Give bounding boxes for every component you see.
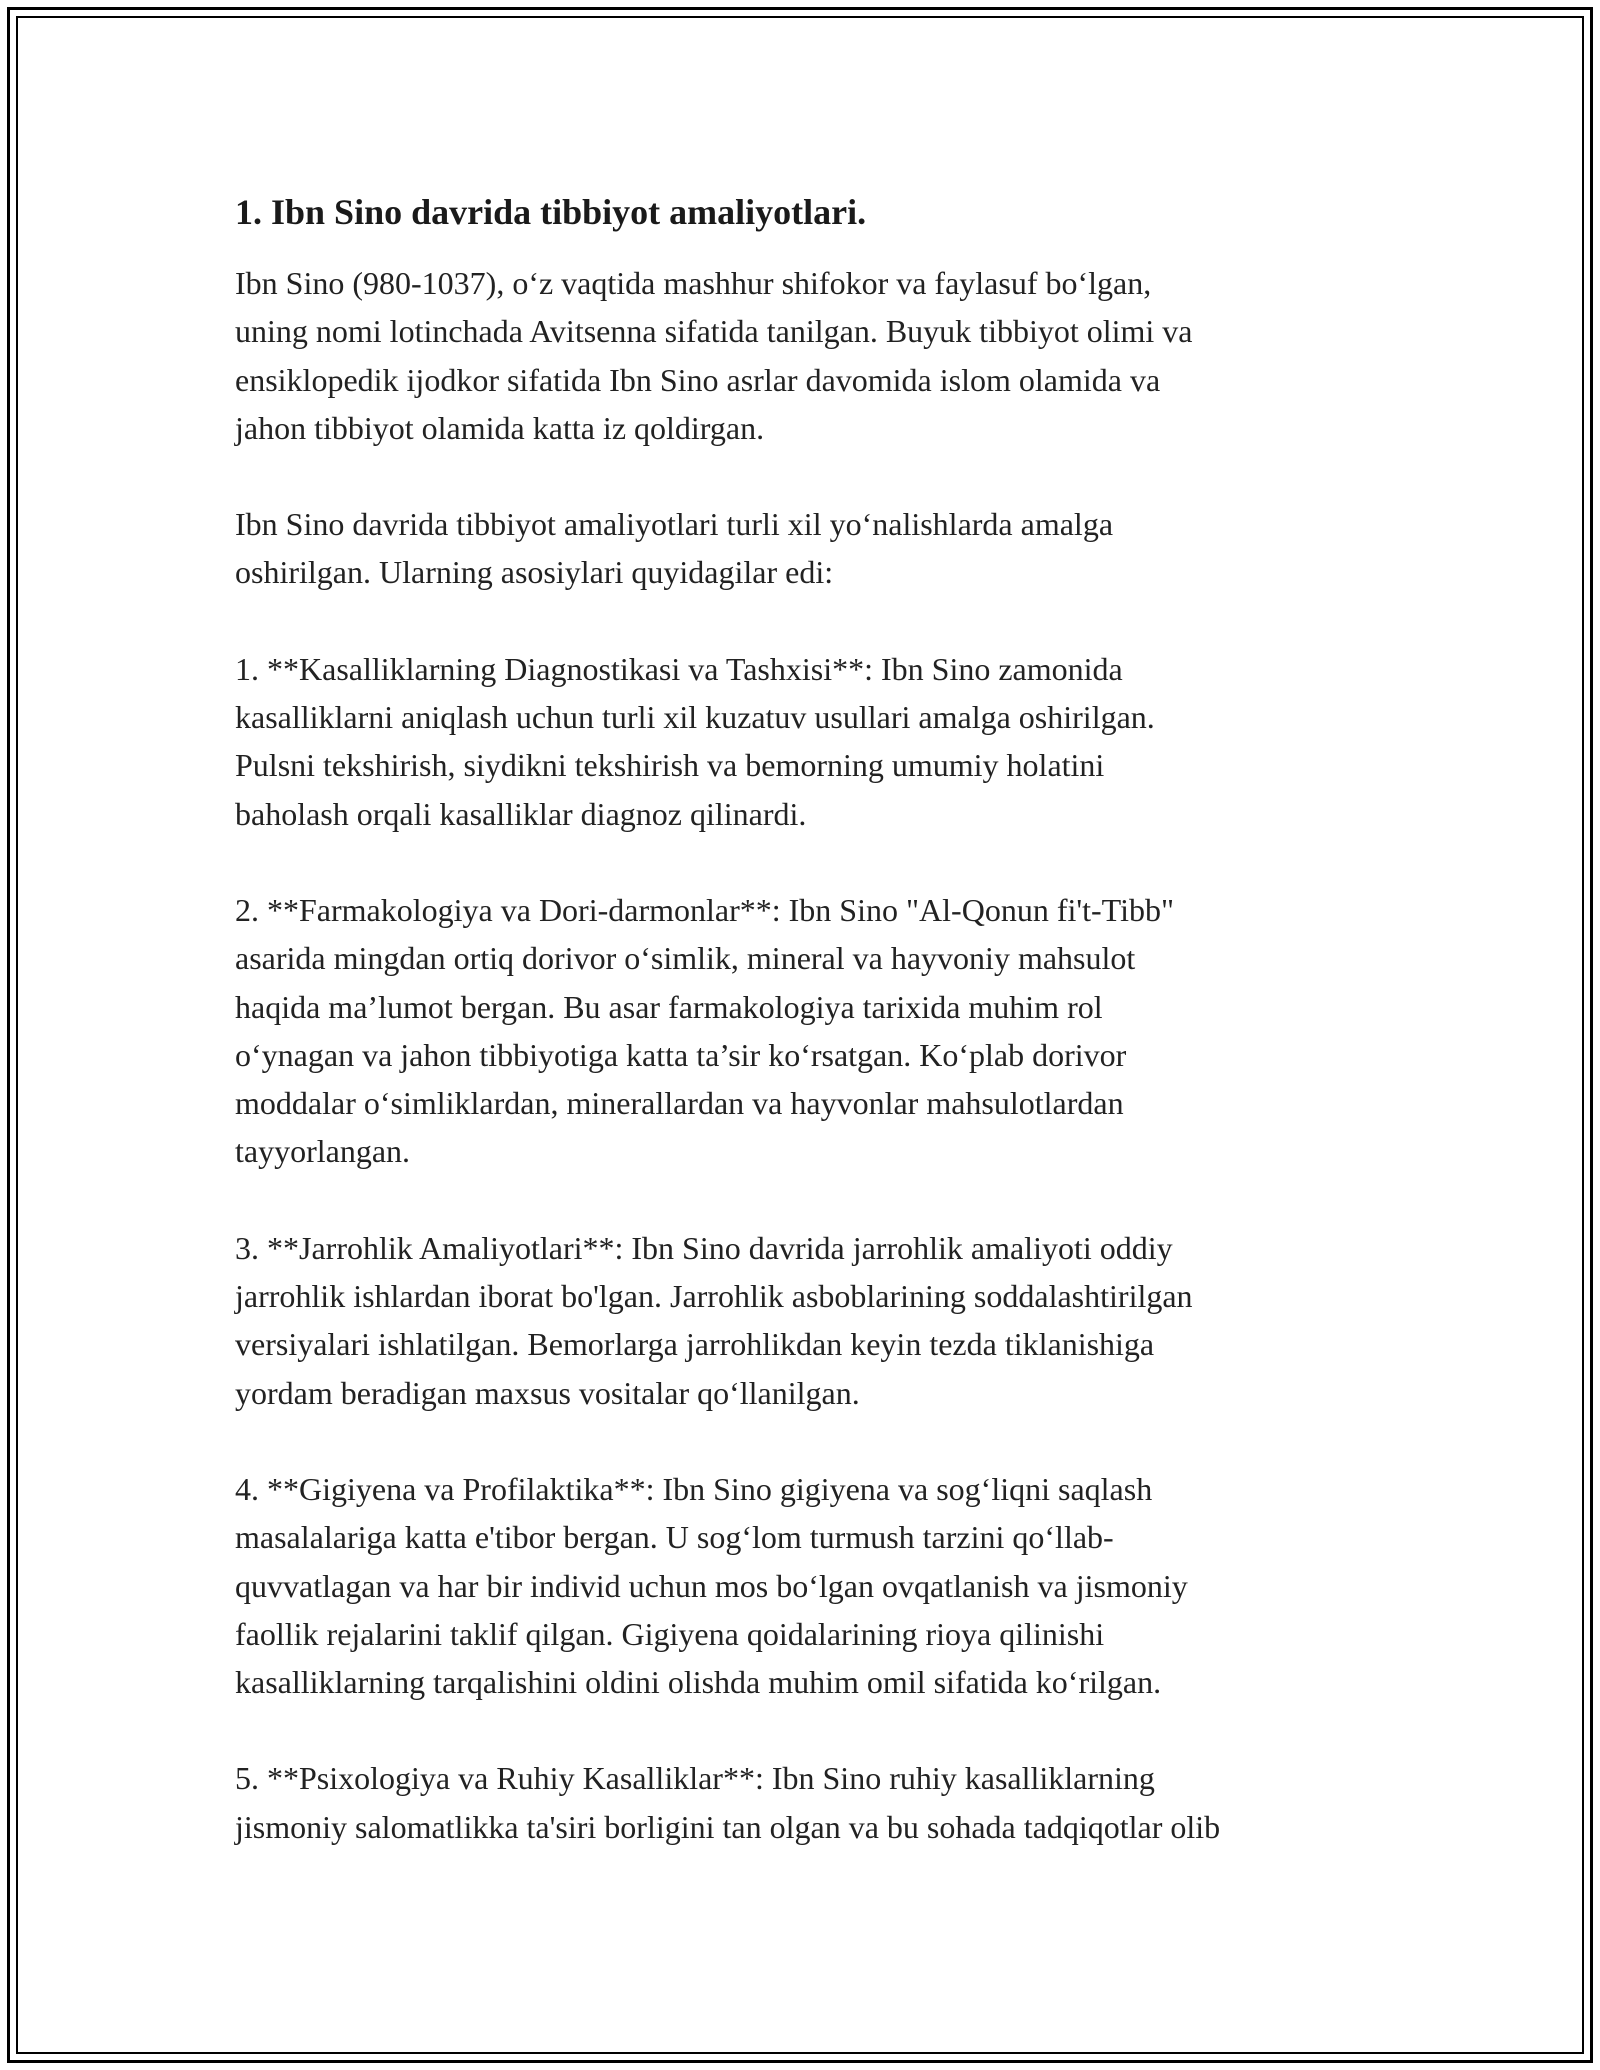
list-item-hygiene: 4. **Gigiyena va Profilaktika**: Ibn Sino gigiyena va sog‘liqni saqlash masalalariga katta e'tibor bergan. U sog‘lom turmush tarzini qo‘llab- quvvatlagan va har bir individ uchun mos bo‘lgan ovqatlanish va jismoniy faollik rejalarini taklif qilgan. Gigiyena qoidalarining rioya qilinishi kasalliklarning tarqalishini oldini olishda muhim omil sifatida ko‘rilgan.: [235, 1470, 1188, 1701]
list-item-surgery: 3. **Jarrohlik Amaliyotlari**: Ibn Sino davrida jarrohlik amaliyoti oddiy jarrohlik ishlardan iborat bo'lgan. Jarrohlik asboblarining soddalashtirilgan versiyalari ishlatilgan. Bemorlarga jarrohlikdan keyin tezda tiklanishiga yordam beradigan maxsus vositalar qo‘llanilgan.: [235, 1229, 1193, 1411]
paragraph-intro: Ibn Sino (980-1037), o‘z vaqtida mashhur shifokor va faylasuf bo‘lgan, uning nomi lotinchada Avitsenna sifatida tanilgan. Buyuk tibbiyot olimi va ensiklopedik ijodkor sifatida Ibn Sino asrlar davomida islom olamida va jahon tibbiyot olamida katta iz qoldirgan.: [235, 265, 1193, 446]
list-item-diagnostics: 1. **Kasalliklarning Diagnostikasi va Tashxisi**: Ibn Sino zamonida kasalliklarni aniqlash uchun turli xil kuzatuv usullari amalga oshirilgan. Pulsni tekshirish, siydikni tekshirish va bemorning umumiy holatini baholash orqali kasalliklar diagnoz qilinardi.: [235, 650, 1155, 832]
document-body: [235, 188, 1415, 1899]
list-item-psychology: 5. **Psixologiya va Ruhiy Kasalliklar**: Ibn Sino ruhiy kasalliklarning jismoniy salomatlikka ta'siri borligini tan olgan va bu sohada tadqiqotlar olib: [235, 1760, 1221, 1845]
document-title: 1. Ibn Sino davrida tibbiyot amaliyotlari.: [235, 192, 867, 232]
paragraph-overview: Ibn Sino davrida tibbiyot amaliyotlari turli xil yo‘nalishlarda amalga oshirilgan. Ularning asosiylari quyidagilar edi:: [235, 506, 1114, 591]
list-item-pharmacology: 2. **Farmakologiya va Dori-darmonlar**: Ibn Sino "Al-Qonun fi't-Tibb" asarida mingdan ortiq dorivor o‘simlik, mineral va hayvoniy mahsulot haqida ma’lumot bergan. Bu asar farmakologiya tarixida muhim rol o‘ynagan va jahon tibbiyotiga katta ta’sir ko‘rsatgan. Ko‘plab dorivor moddalar o‘simliklardan, minerallardan va hayvonlar mahsulotlardan tayyorlangan.: [235, 891, 1175, 1170]
